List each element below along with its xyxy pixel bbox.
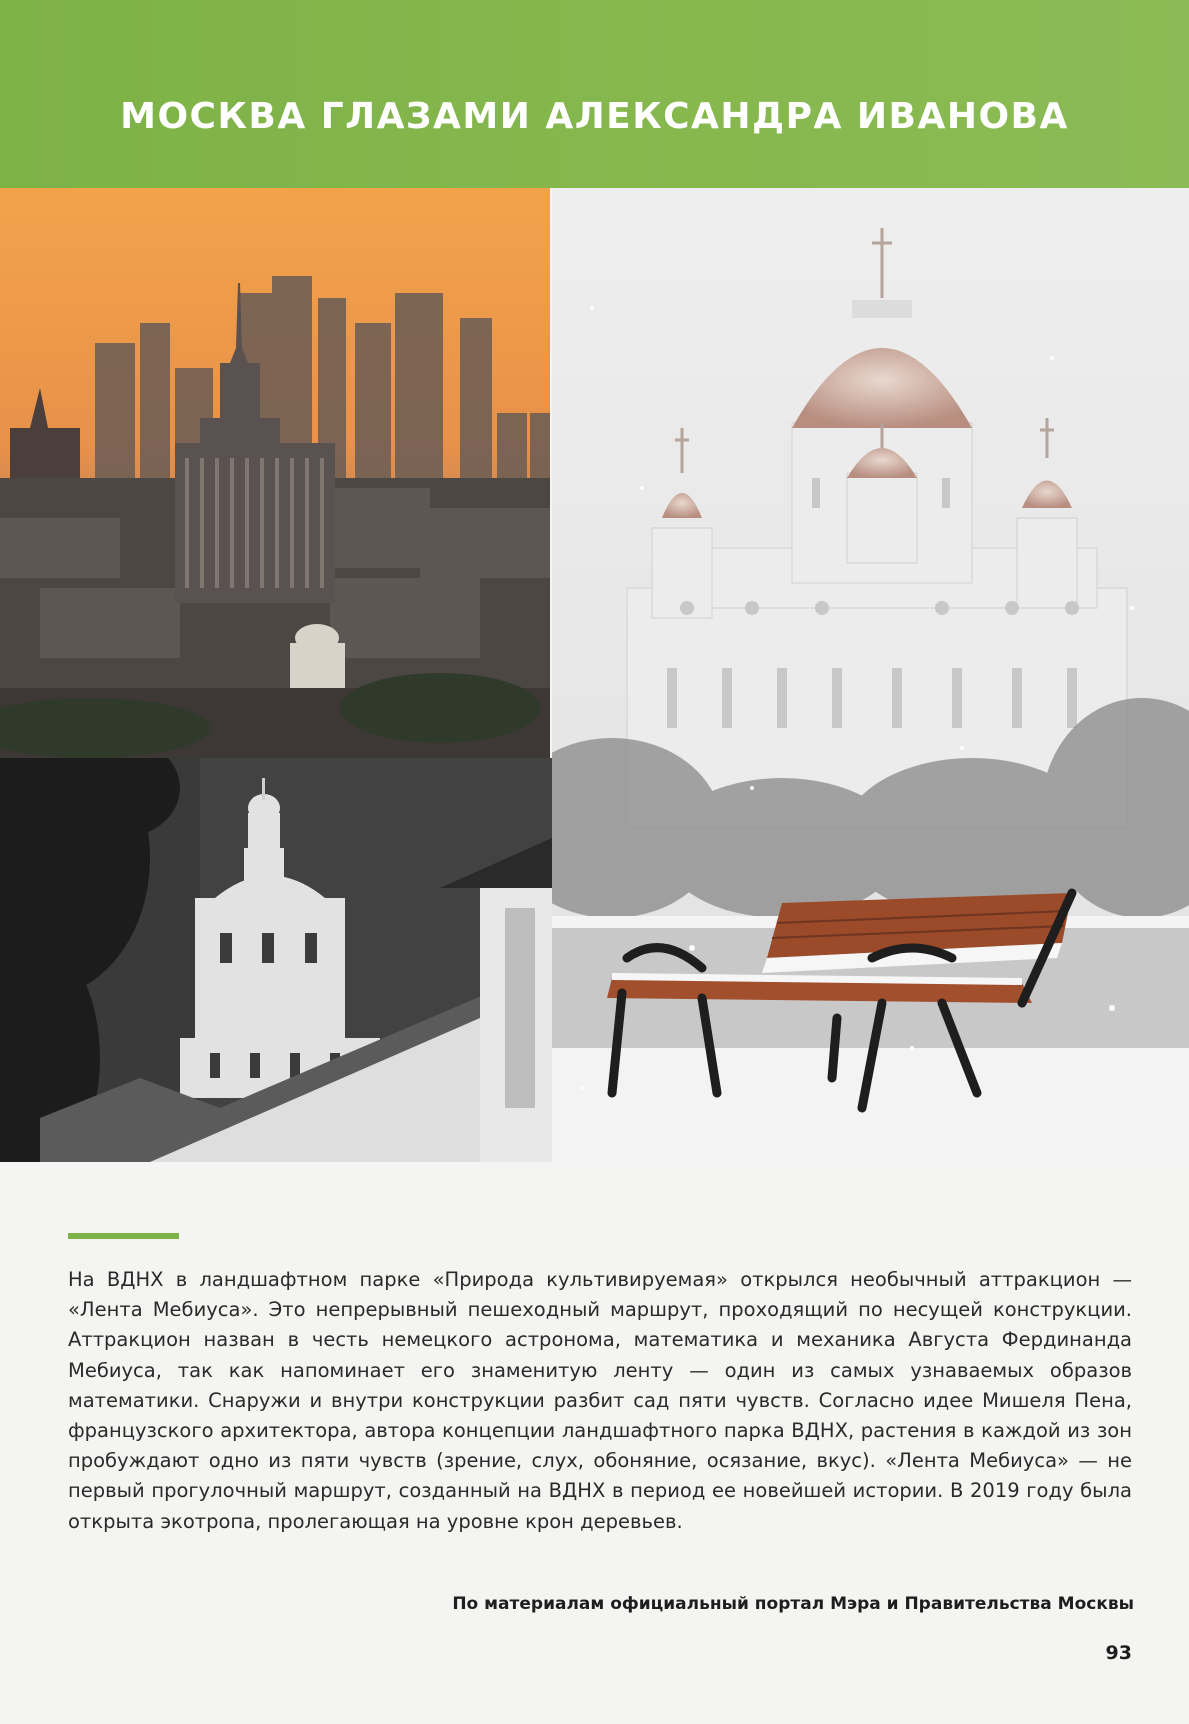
page-header	[0, 0, 1189, 188]
page-title: МОСКВА ГЛАЗАМИ АЛЕКСАНДРА ИВАНОВА	[120, 96, 1069, 137]
accent-rule	[68, 1233, 179, 1239]
source-credit: По материалам официальный портал Мэра и Правительства Москвы	[452, 1594, 1134, 1614]
article-body: На ВДНХ в ландшафтном парке «Природа культивируемая» открылся необычный аттракцион — «Лента Мебиуса». Это непрерывный пешеходный маршрут, проходящий по несущей конструкции. Аттракцион назван в честь немецкого астронома, математика и механика Августа Фердинанда Мебиуса, так как напоминает его знаменитую ленту — один из самых узнаваемых образов математики. Снаружи и внутри конструкции разбит сад пяти чувств. Согласно идее Мишеля Пена, французского архитектора, автора концепции ландшафтного парка ВДНХ, растения в каждой из зон пробуждают одно из пяти чувств (зрение, слух, обоняние, осязание, вкус). «Лента Мебиуса» — не первый прогулочный маршрут, созданный на ВДНХ в период ее новейшей истории. В 2019 году была открыта экотропа, пролегающая на уровне крон деревьев.	[68, 1268, 1132, 1533]
page-number: 93	[1105, 1642, 1132, 1664]
cathedral-photo	[552, 188, 1189, 1162]
monastery-photo	[0, 758, 552, 1162]
skyline-photo	[0, 188, 550, 758]
